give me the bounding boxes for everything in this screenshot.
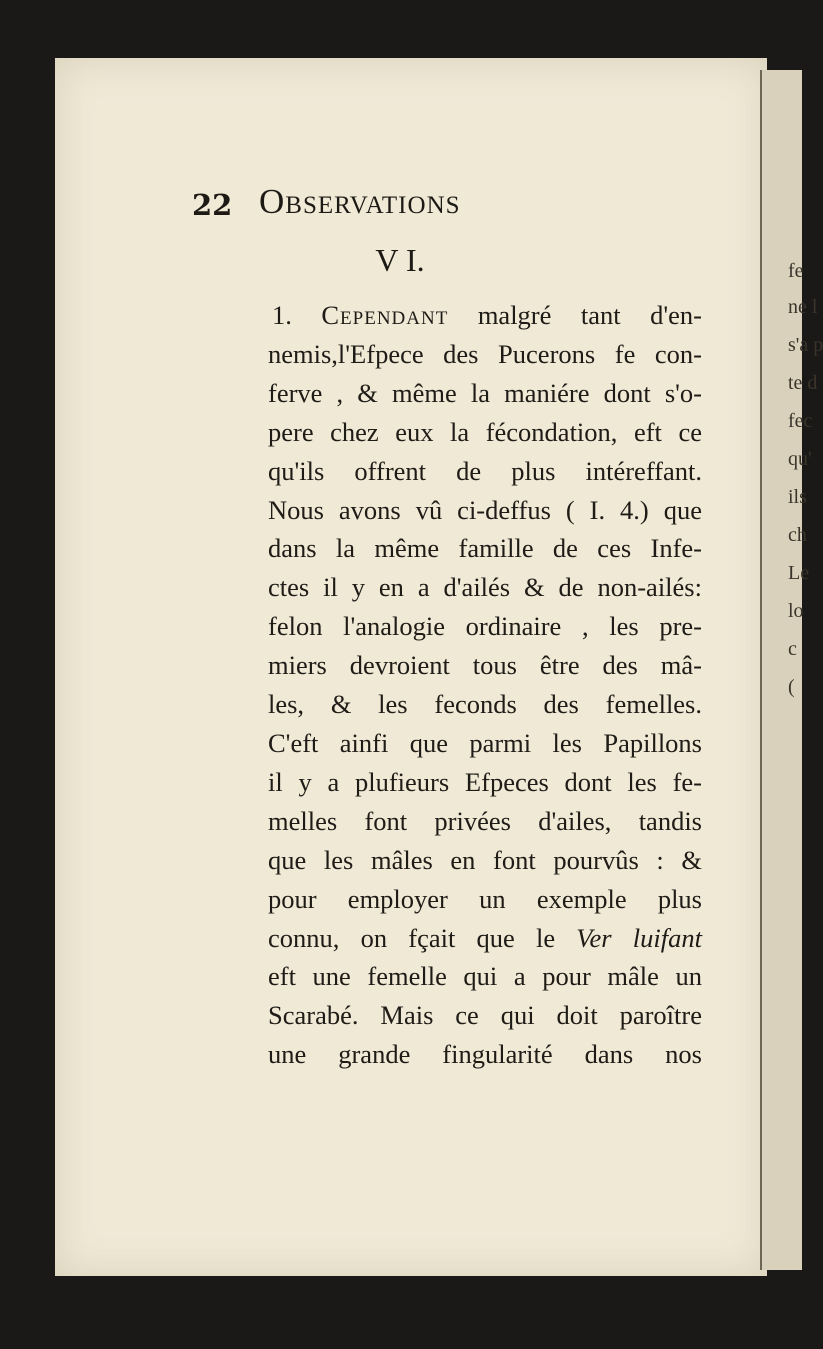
facing-fragment: fec xyxy=(788,410,813,432)
paragraph-number: 1. xyxy=(272,300,292,330)
text-line: nemis,l'Efpece des Pucerons fe con- xyxy=(268,338,702,369)
text-line: Scarabé. Mais ce qui doit paroître xyxy=(268,1000,702,1031)
paragraph xyxy=(268,296,702,1074)
italic-term: Ver luifant xyxy=(576,922,702,953)
facing-fragment: ( xyxy=(788,676,795,698)
lead-word: Cependant xyxy=(321,300,449,330)
text-line: pere chez eux la fécondation, eft ce xyxy=(268,416,702,447)
text-line: miers devroient tous être des mâ- xyxy=(268,650,702,681)
facing-fragment: Le xyxy=(788,562,810,584)
text-line: melles font privées d'ailes, tandis xyxy=(268,805,702,836)
facing-fragment: ils xyxy=(788,486,807,508)
text-line: qu'ils offrent de plus intéreffant. xyxy=(268,455,702,486)
text-line: C'eft ainfi que parmi les Papillons xyxy=(268,727,702,758)
facing-fragment: s'a p xyxy=(788,334,823,356)
text-line: felon l'analogie ordinaire , les pre- xyxy=(268,611,702,642)
text-line: pour employer un exemple plus xyxy=(268,883,702,914)
text-line: que les mâles en font pourvûs : & xyxy=(268,844,702,875)
facing-fragment: qu' xyxy=(788,448,812,470)
facing-fragment: fe xyxy=(788,260,804,282)
running-title: Observations xyxy=(259,182,461,221)
page-number: 22 xyxy=(192,188,233,222)
text-line: eft une femelle qui a pour mâle un xyxy=(268,961,702,992)
text-line: dans la même famille de ces Infe- xyxy=(268,533,702,564)
facing-fragment: te d xyxy=(788,372,818,394)
text-line: ctes il y en a d'ailés & de non-ailés: xyxy=(268,572,702,603)
text-line: les, & les feconds des femelles. xyxy=(268,689,702,720)
facing-fragment: lo xyxy=(788,600,804,622)
running-header xyxy=(192,182,632,232)
text-line: 1. Cependant malgré tant d'en- xyxy=(272,300,702,330)
facing-fragment: ne l xyxy=(788,296,818,318)
text-line: Nous avons vû ci-deffus ( I. 4.) que xyxy=(268,494,702,525)
text-line: ferve , & même la maniére dont s'o- xyxy=(268,377,702,408)
facing-fragment: c xyxy=(788,638,797,660)
text-line: il y a plufieurs Efpeces dont les fe- xyxy=(268,766,702,797)
text-line: une grande fingularité dans nos xyxy=(268,1039,702,1070)
facing-fragment: ch xyxy=(788,524,807,546)
section-heading: V I. xyxy=(375,242,425,278)
text-line: connu, on fçait que le Ver luifant xyxy=(268,922,702,953)
